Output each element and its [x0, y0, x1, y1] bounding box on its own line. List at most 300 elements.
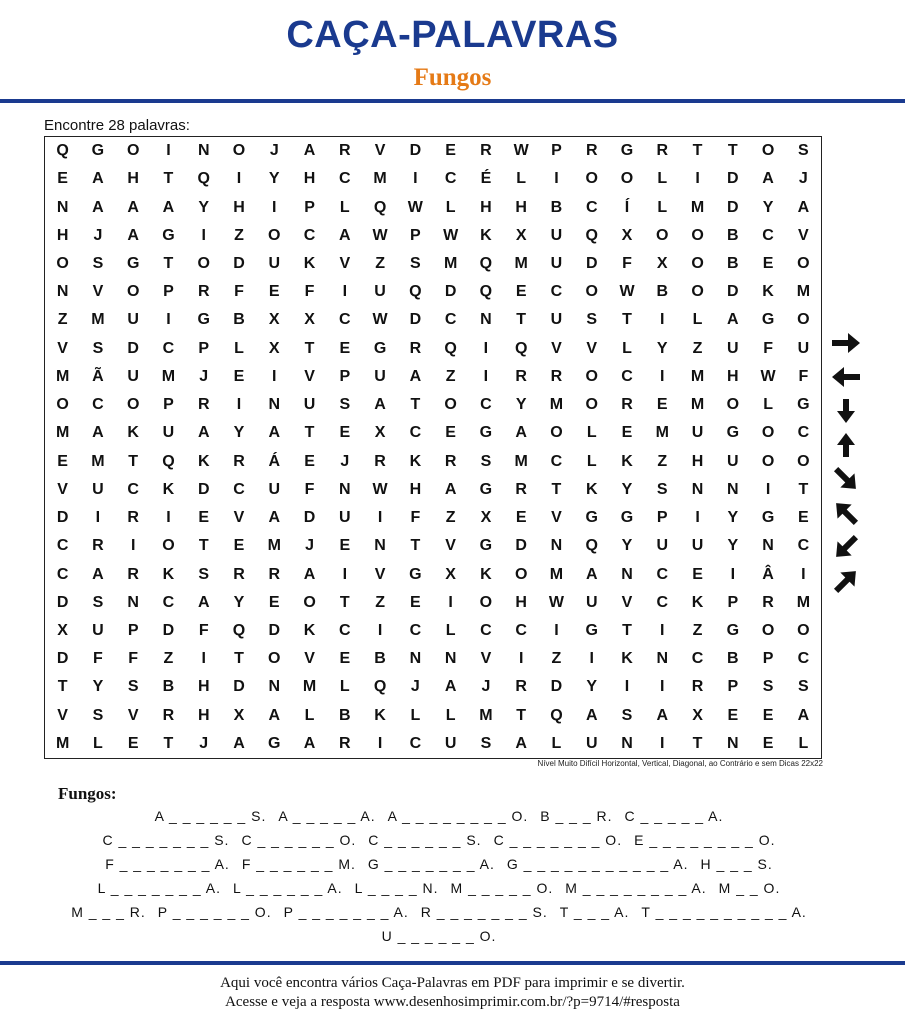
grid-cell[interactable]: N [268, 678, 281, 696]
grid-cell[interactable]: M [55, 367, 70, 385]
grid-cell[interactable]: U [691, 537, 704, 555]
grid-cell[interactable]: V [304, 650, 315, 668]
grid-cell[interactable]: I [95, 509, 101, 527]
grid-cell[interactable]: I [660, 311, 665, 329]
grid-cell[interactable]: S [480, 452, 492, 470]
grid-cell[interactable]: U [303, 396, 316, 414]
grid-cell[interactable]: E [339, 537, 351, 555]
grid-cell[interactable]: G [585, 621, 598, 639]
grid-cell[interactable]: P [163, 283, 174, 301]
grid-cell[interactable]: O [797, 621, 810, 639]
grid-cell[interactable]: I [660, 367, 665, 385]
grid-cell[interactable]: C [550, 283, 563, 301]
grid-cell[interactable]: M [690, 198, 705, 216]
grid-cell[interactable]: R [656, 142, 669, 160]
grid-cell[interactable]: L [657, 170, 668, 188]
grid-cell[interactable]: N [762, 537, 774, 555]
grid-cell[interactable]: I [448, 593, 453, 611]
grid-cell[interactable]: M [91, 311, 105, 329]
grid-cell[interactable]: C [409, 734, 422, 752]
grid-cell[interactable]: I [236, 170, 242, 188]
grid-cell[interactable]: M [549, 565, 564, 583]
grid-cell[interactable]: O [126, 283, 140, 301]
grid-cell[interactable]: K [197, 452, 210, 470]
grid-cell[interactable]: V [127, 706, 139, 724]
grid-cell[interactable]: O [232, 142, 246, 160]
grid-cell[interactable]: C [515, 621, 527, 639]
grid-cell[interactable]: U [92, 480, 104, 498]
grid-cell[interactable]: D [727, 198, 739, 216]
grid-cell[interactable]: I [342, 565, 348, 583]
grid-cell[interactable]: O [761, 452, 775, 470]
grid-cell[interactable]: K [303, 621, 316, 639]
grid-cell[interactable]: K [409, 452, 422, 470]
grid-cell[interactable]: Z [445, 367, 456, 385]
grid-cell[interactable]: O [585, 170, 598, 188]
grid-cell[interactable]: A [762, 170, 774, 188]
grid-cell[interactable]: X [480, 509, 492, 527]
grid-cell[interactable]: L [798, 734, 809, 752]
grid-cell[interactable]: B [727, 255, 739, 273]
grid-cell[interactable]: P [410, 226, 421, 244]
grid-cell[interactable]: H [303, 170, 316, 188]
grid-cell[interactable]: I [413, 170, 418, 188]
grid-cell[interactable]: C [162, 339, 175, 357]
grid-cell[interactable]: F [128, 650, 139, 668]
grid-cell[interactable]: Y [233, 424, 245, 442]
grid-cell[interactable]: B [339, 706, 351, 724]
grid-cell[interactable]: H [197, 706, 210, 724]
grid-cell[interactable]: C [762, 226, 774, 244]
grid-cell[interactable]: V [551, 339, 562, 357]
grid-cell[interactable]: T [516, 706, 527, 724]
grid-cell[interactable]: G [162, 226, 175, 244]
grid-cell[interactable]: U [444, 734, 457, 752]
grid-cell[interactable]: I [801, 565, 806, 583]
grid-cell[interactable]: F [304, 480, 315, 498]
grid-cell[interactable]: N [56, 283, 69, 301]
grid-cell[interactable]: V [798, 226, 809, 244]
grid-cell[interactable]: K [691, 593, 704, 611]
grid-cell[interactable]: T [198, 537, 209, 555]
grid-cell[interactable]: X [515, 226, 527, 244]
grid-cell[interactable]: S [92, 255, 104, 273]
grid-cell[interactable]: U [268, 480, 281, 498]
grid-cell[interactable]: Q [162, 452, 175, 470]
grid-cell[interactable]: E [727, 706, 739, 724]
grid-cell[interactable]: O [197, 255, 210, 273]
grid-cell[interactable]: T [163, 170, 174, 188]
grid-cell[interactable]: U [339, 509, 351, 527]
grid-cell[interactable]: B [550, 198, 563, 216]
grid-cell[interactable]: N [656, 650, 669, 668]
grid-cell[interactable]: C [656, 565, 669, 583]
grid-cell[interactable]: E [515, 509, 527, 527]
grid-cell[interactable]: Q [550, 706, 563, 724]
grid-cell[interactable]: U [92, 621, 104, 639]
grid-cell[interactable]: R [197, 396, 210, 414]
grid-cell[interactable]: G [797, 396, 810, 414]
grid-cell[interactable]: A [303, 734, 316, 752]
grid-cell[interactable]: Z [692, 339, 703, 357]
grid-cell[interactable]: M [690, 367, 705, 385]
grid-cell[interactable]: O [56, 255, 69, 273]
grid-cell[interactable]: I [660, 621, 665, 639]
grid-cell[interactable]: R [127, 565, 139, 583]
grid-cell[interactable]: I [377, 509, 383, 527]
grid-cell[interactable]: T [57, 678, 68, 696]
grid-cell[interactable]: U [374, 283, 386, 301]
grid-cell[interactable]: R [197, 283, 210, 301]
grid-cell[interactable]: O [761, 424, 775, 442]
grid-cell[interactable]: L [410, 706, 421, 724]
grid-cell[interactable]: F [93, 650, 103, 668]
grid-cell[interactable]: I [765, 480, 771, 498]
grid-cell[interactable]: L [234, 339, 244, 357]
grid-cell[interactable]: O [479, 593, 493, 611]
grid-cell[interactable]: D [56, 593, 69, 611]
grid-cell[interactable]: M [655, 424, 669, 442]
grid-cell[interactable]: R [550, 367, 563, 385]
grid-cell[interactable]: G [585, 509, 598, 527]
grid-cell[interactable]: F [410, 509, 421, 527]
grid-cell[interactable]: K [480, 226, 492, 244]
grid-cell[interactable]: V [374, 565, 386, 583]
grid-cell[interactable]: T [622, 311, 632, 329]
grid-cell[interactable]: G [91, 142, 105, 160]
grid-cell[interactable]: I [660, 678, 665, 696]
grid-cell[interactable]: U [691, 424, 704, 442]
grid-cell[interactable]: Z [692, 621, 703, 639]
grid-cell[interactable]: W [548, 593, 564, 611]
grid-cell[interactable]: U [550, 255, 563, 273]
grid-cell[interactable]: E [762, 255, 774, 273]
grid-cell[interactable]: C [56, 537, 69, 555]
grid-cell[interactable]: L [516, 170, 527, 188]
grid-cell[interactable]: E [445, 424, 456, 442]
grid-cell[interactable]: D [197, 480, 210, 498]
grid-cell[interactable]: W [372, 311, 388, 329]
grid-cell[interactable]: D [268, 621, 281, 639]
grid-cell[interactable]: E [268, 283, 280, 301]
grid-cell[interactable]: E [233, 537, 245, 555]
grid-cell[interactable]: F [234, 283, 244, 301]
grid-cell[interactable]: T [692, 142, 703, 160]
grid-cell[interactable]: M [796, 593, 811, 611]
grid-cell[interactable]: C [409, 621, 422, 639]
grid-cell[interactable]: Z [551, 650, 562, 668]
grid-cell[interactable]: O [585, 283, 598, 301]
grid-cell[interactable]: T [622, 621, 632, 639]
grid-cell[interactable]: R [268, 565, 281, 583]
grid-cell[interactable]: V [57, 339, 68, 357]
grid-cell[interactable]: Q [444, 339, 457, 357]
grid-cell[interactable]: R [339, 142, 351, 160]
grid-cell[interactable]: S [586, 311, 598, 329]
grid-cell[interactable]: F [198, 621, 209, 639]
grid-cell[interactable]: J [199, 734, 209, 752]
grid-cell[interactable]: C [691, 650, 704, 668]
grid-cell[interactable]: J [93, 226, 103, 244]
grid-cell[interactable]: P [727, 678, 739, 696]
grid-cell[interactable]: M [690, 396, 705, 414]
grid-cell[interactable]: O [162, 537, 175, 555]
grid-cell[interactable]: I [483, 367, 489, 385]
grid-cell[interactable]: W [443, 226, 459, 244]
grid-cell[interactable]: E [339, 424, 351, 442]
grid-cell[interactable]: F [763, 339, 773, 357]
grid-cell[interactable]: E [621, 424, 633, 442]
grid-cell[interactable]: M [91, 452, 105, 470]
grid-cell[interactable]: G [373, 339, 387, 357]
grid-cell[interactable]: U [162, 424, 175, 442]
grid-cell[interactable]: A [233, 734, 245, 752]
grid-cell[interactable]: E [410, 593, 421, 611]
grid-cell[interactable]: A [585, 565, 598, 583]
grid-cell[interactable]: A [92, 424, 104, 442]
grid-cell[interactable]: C [339, 170, 351, 188]
grid-cell[interactable]: W [372, 480, 388, 498]
grid-cell[interactable]: D [444, 283, 457, 301]
grid-cell[interactable]: G [409, 565, 422, 583]
grid-cell[interactable]: X [268, 339, 280, 357]
grid-cell[interactable]: A [444, 480, 457, 498]
grid-cell[interactable]: R [233, 452, 245, 470]
grid-cell[interactable]: O [691, 226, 704, 244]
grid-cell[interactable]: C [656, 593, 669, 611]
grid-cell[interactable]: C [339, 621, 351, 639]
grid-cell[interactable]: L [304, 706, 315, 724]
grid-cell[interactable]: O [620, 170, 634, 188]
grid-cell[interactable]: C [339, 311, 351, 329]
grid-cell[interactable]: D [56, 650, 69, 668]
grid-cell[interactable]: Y [656, 339, 668, 357]
grid-cell[interactable]: Q [56, 142, 69, 160]
grid-cell[interactable]: O [761, 142, 775, 160]
grid-cell[interactable]: K [621, 650, 633, 668]
grid-cell[interactable]: P [656, 509, 668, 527]
grid-cell[interactable]: Y [621, 537, 633, 555]
footer-line-2[interactable]: Acesse e veja a resposta www.desenhosimprimir.com.br/?p=9714/#resposta [225, 994, 680, 1010]
grid-cell[interactable]: I [201, 650, 206, 668]
grid-cell[interactable]: M [161, 367, 176, 385]
grid-cell[interactable]: Q [197, 170, 210, 188]
grid-cell[interactable]: I [272, 367, 277, 385]
grid-cell[interactable]: O [56, 396, 69, 414]
grid-cell[interactable]: P [163, 396, 174, 414]
grid-cell[interactable]: W [372, 226, 388, 244]
grid-cell[interactable]: E [304, 452, 315, 470]
grid-cell[interactable]: R [585, 142, 598, 160]
grid-cell[interactable]: R [515, 367, 527, 385]
grid-cell[interactable]: N [727, 480, 739, 498]
grid-cell[interactable]: C [303, 226, 316, 244]
grid-cell[interactable]: Y [233, 593, 245, 611]
grid-cell[interactable]: R [339, 734, 351, 752]
grid-cell[interactable]: G [620, 509, 634, 527]
grid-cell[interactable]: L [763, 396, 773, 414]
grid-cell[interactable]: G [761, 509, 775, 527]
grid-cell[interactable]: L [622, 339, 632, 357]
grid-cell[interactable]: T [516, 311, 527, 329]
grid-cell[interactable]: P [727, 593, 739, 611]
grid-cell[interactable]: O [761, 621, 775, 639]
grid-cell[interactable]: O [444, 396, 457, 414]
grid-cell[interactable]: N [197, 142, 210, 160]
grid-cell[interactable]: K [127, 424, 139, 442]
grid-cell[interactable]: N [374, 537, 386, 555]
grid-cell[interactable]: Q [585, 226, 598, 244]
grid-cell[interactable]: Y [727, 509, 739, 527]
grid-cell[interactable]: U [656, 537, 669, 555]
grid-cell[interactable]: Z [445, 509, 456, 527]
grid-cell[interactable]: Q [373, 678, 387, 696]
grid-cell[interactable]: H [197, 678, 210, 696]
grid-cell[interactable]: X [621, 226, 633, 244]
grid-cell[interactable]: V [621, 593, 633, 611]
grid-cell[interactable]: I [624, 678, 630, 696]
grid-cell[interactable]: I [554, 170, 559, 188]
grid-cell[interactable]: Y [621, 480, 633, 498]
grid-cell[interactable]: L [445, 706, 456, 724]
grid-cell[interactable]: C [162, 593, 175, 611]
grid-cell[interactable]: Z [57, 311, 68, 329]
grid-cell[interactable]: R [127, 509, 139, 527]
grid-cell[interactable]: V [586, 339, 598, 357]
grid-cell[interactable]: V [233, 509, 245, 527]
grid-cell[interactable]: S [410, 255, 421, 273]
grid-cell[interactable]: L [657, 198, 668, 216]
grid-cell[interactable]: A [197, 593, 210, 611]
grid-cell[interactable]: A [303, 565, 316, 583]
grid-cell[interactable]: U [550, 226, 563, 244]
grid-cell[interactable]: M [373, 170, 387, 188]
grid-cell[interactable]: I [660, 734, 665, 752]
grid-cell[interactable]: A [409, 367, 422, 385]
grid-cell[interactable]: T [163, 734, 174, 752]
grid-cell[interactable]: O [585, 396, 598, 414]
grid-cell[interactable]: A [303, 142, 316, 160]
grid-cell[interactable]: N [127, 593, 139, 611]
grid-cell[interactable]: P [127, 621, 139, 639]
grid-cell[interactable]: I [695, 170, 700, 188]
grid-cell[interactable]: O [126, 142, 140, 160]
grid-cell[interactable]: L [339, 678, 350, 696]
grid-cell[interactable]: D [550, 678, 563, 696]
grid-cell[interactable]: I [730, 565, 736, 583]
grid-cell[interactable]: A [515, 424, 527, 442]
grid-cell[interactable]: C [444, 311, 457, 329]
grid-cell[interactable]: E [268, 593, 280, 611]
grid-cell[interactable]: S [798, 678, 809, 696]
grid-cell[interactable]: N [339, 480, 351, 498]
grid-cell[interactable]: T [692, 734, 703, 752]
grid-cell[interactable]: M [55, 424, 70, 442]
grid-cell[interactable]: R [444, 452, 457, 470]
grid-cell[interactable]: K [162, 480, 175, 498]
grid-cell[interactable]: Q [514, 339, 528, 357]
grid-cell[interactable]: Q [479, 283, 493, 301]
grid-cell[interactable]: W [619, 283, 635, 301]
grid-cell[interactable]: V [92, 283, 104, 301]
grid-cell[interactable]: X [304, 311, 315, 329]
grid-cell[interactable]: G [479, 424, 493, 442]
grid-cell[interactable]: O [268, 650, 281, 668]
grid-cell[interactable]: P [762, 650, 774, 668]
grid-cell[interactable]: J [340, 452, 350, 470]
grid-cell[interactable]: C [444, 170, 457, 188]
grid-cell[interactable]: R [233, 565, 245, 583]
grid-cell[interactable]: X [233, 706, 245, 724]
grid-cell[interactable]: U [727, 339, 739, 357]
grid-cell[interactable]: O [691, 255, 704, 273]
grid-cell[interactable]: A [585, 706, 598, 724]
grid-cell[interactable]: C [127, 480, 139, 498]
grid-cell[interactable]: E [339, 339, 351, 357]
grid-cell[interactable]: S [198, 565, 210, 583]
grid-cell[interactable]: N [621, 734, 633, 752]
grid-cell[interactable]: Z [657, 452, 668, 470]
grid-cell[interactable]: V [374, 142, 386, 160]
grid-cell[interactable]: D [727, 283, 739, 301]
grid-cell[interactable]: S [480, 734, 492, 752]
grid-cell[interactable]: I [272, 198, 277, 216]
grid-cell[interactable]: G [126, 255, 140, 273]
grid-cell[interactable]: R [515, 480, 527, 498]
grid-cell[interactable]: U [585, 593, 598, 611]
grid-cell[interactable]: E [515, 283, 527, 301]
grid-cell[interactable]: C [550, 452, 563, 470]
grid-cell[interactable]: B [727, 226, 739, 244]
grid-cell[interactable]: K [374, 706, 386, 724]
grid-cell[interactable]: Y [92, 678, 104, 696]
grid-cell[interactable]: I [518, 650, 524, 668]
grid-cell[interactable]: T [304, 339, 315, 357]
grid-cell[interactable]: O [585, 367, 598, 385]
grid-cell[interactable]: D [233, 255, 245, 273]
grid-cell[interactable]: O [797, 311, 810, 329]
grid-cell[interactable]: A [268, 424, 281, 442]
grid-cell[interactable]: R [162, 706, 175, 724]
grid-cell[interactable]: M [302, 678, 317, 696]
grid-cell[interactable]: N [691, 480, 704, 498]
grid-cell[interactable]: Í [624, 198, 630, 216]
grid-cell[interactable]: M [55, 734, 70, 752]
grid-cell[interactable]: A [92, 170, 104, 188]
grid-cell[interactable]: C [480, 396, 492, 414]
grid-cell[interactable]: K [162, 565, 175, 583]
grid-cell[interactable]: A [127, 198, 139, 216]
grid-cell[interactable]: L [586, 424, 597, 442]
grid-cell[interactable]: I [130, 537, 136, 555]
grid-cell[interactable]: H [480, 198, 492, 216]
grid-cell[interactable]: U [727, 452, 739, 470]
grid-cell[interactable]: T [727, 142, 738, 160]
grid-cell[interactable]: W [513, 142, 529, 160]
grid-cell[interactable]: T [234, 650, 244, 668]
grid-cell[interactable]: E [57, 170, 68, 188]
grid-cell[interactable]: P [304, 198, 315, 216]
grid-cell[interactable]: W [760, 367, 776, 385]
grid-cell[interactable]: I [342, 283, 348, 301]
grid-cell[interactable]: Q [479, 255, 493, 273]
grid-cell[interactable]: V [445, 537, 456, 555]
grid-cell[interactable]: D [515, 537, 527, 555]
grid-cell[interactable]: O [656, 226, 669, 244]
grid-cell[interactable]: N [621, 565, 633, 583]
grid-cell[interactable]: M [479, 706, 493, 724]
grid-cell[interactable]: Y [515, 396, 527, 414]
